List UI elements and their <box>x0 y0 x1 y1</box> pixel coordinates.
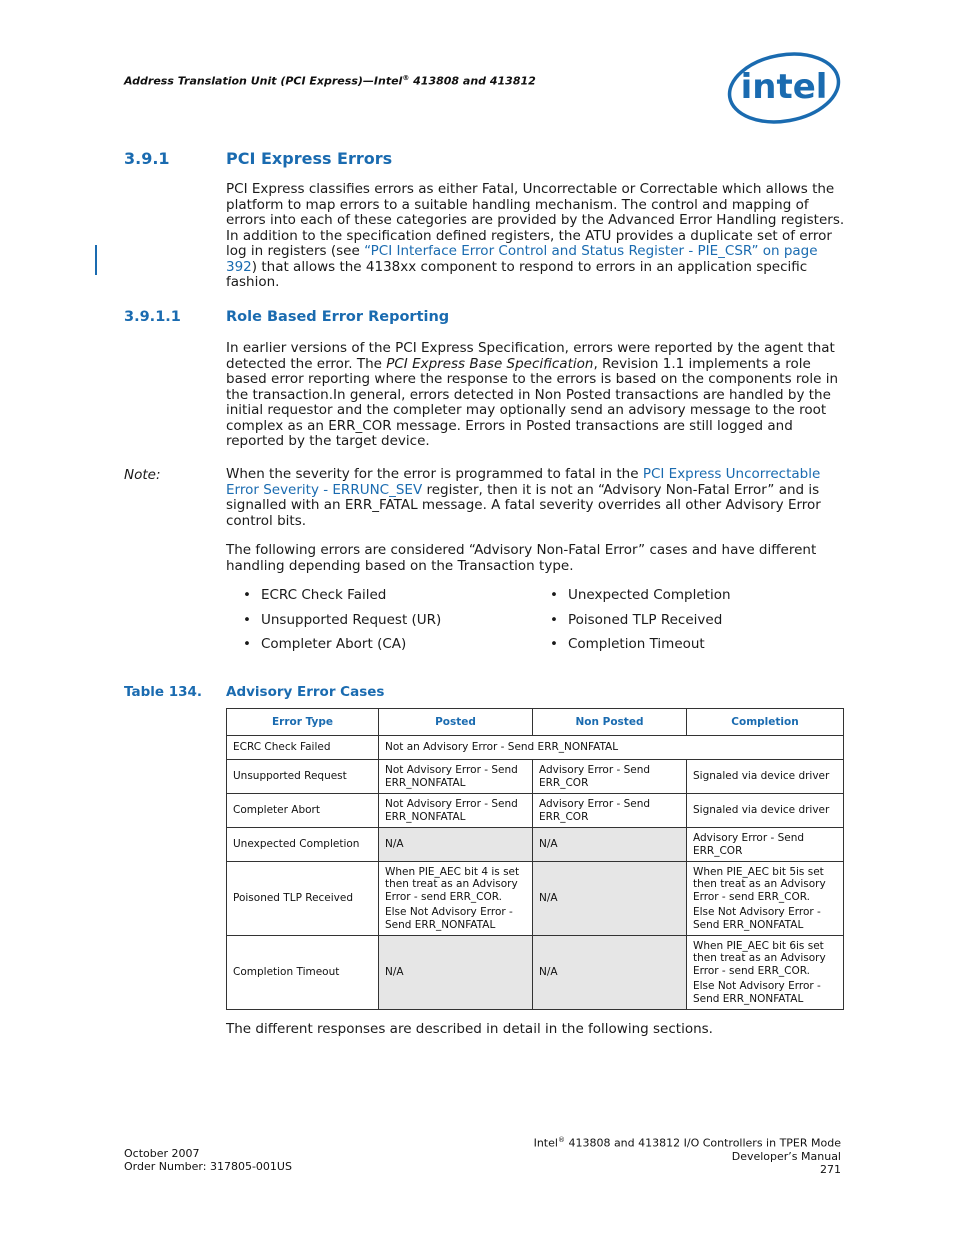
table-cell: N/A <box>533 862 687 936</box>
table-cell: Advisory Error - Send ERR_COR <box>533 794 687 828</box>
cell-line: Else Not Advisory Error - Send ERR_NONFATAL <box>693 980 821 1005</box>
cell-line: When PIE_AEC bit 4 is set then treat as an Advisory Error - send ERR_COR. <box>385 865 520 903</box>
footer-right <box>534 1134 841 1176</box>
list-item: • Completer Abort (CA) <box>243 632 441 657</box>
table-cell: ECRC Check Failed <box>227 736 379 760</box>
note-label: Note: <box>124 467 161 483</box>
list-item: • Unsupported Request (UR) <box>243 608 441 633</box>
table-cell: N/A <box>379 828 533 862</box>
table-cell: Signaled via device driver <box>687 794 844 828</box>
table-row <box>227 794 844 828</box>
paragraph-text: In earlier versions of the PCI Express Specification, errors were reported by the agent that detected the error. The <box>226 340 835 372</box>
table-cell <box>687 936 844 1010</box>
subsection-number: 3.9.1.1 <box>124 309 181 325</box>
table-cell <box>379 862 533 936</box>
subsection-paragraph <box>226 341 846 450</box>
subsection-title: Role Based Error Reporting <box>226 309 450 325</box>
svg-text:intel: intel <box>740 67 828 107</box>
table-number: Table 134. <box>124 684 203 700</box>
section-paragraph <box>226 182 846 291</box>
section-number: 3.9.1 <box>124 149 170 168</box>
table-cell: Not Advisory Error - Send ERR_NONFATAL <box>379 794 533 828</box>
running-header <box>124 74 536 88</box>
table-cell: Completer Abort <box>227 794 379 828</box>
footer-doc-title-text: 413808 and 413812 I/O Controllers in TPER Mode <box>564 1136 841 1150</box>
paragraph-text: PCI Express classifies errors as either Fatal, Uncorrectable or Correctable which allows the platform to map errors to a suitable handling mechanism. The control and mapping of errors into each of these categories are provided by the Advanced Error Handling registers. In addition to the specification defined registers, the ATU provides a duplicate set of error log in registers (see <box>226 181 845 259</box>
advisory-error-table <box>226 708 844 1010</box>
intel-logo <box>726 50 842 130</box>
table-header-row <box>227 709 844 736</box>
table-cell: Poisoned TLP Received <box>227 862 379 936</box>
footer-doc-type: Developer’s Manual <box>731 1149 841 1163</box>
footer-brand: Intel <box>533 1136 558 1150</box>
column-header: Completion <box>687 709 844 736</box>
list-item: • ECRC Check Failed <box>243 583 441 608</box>
table-cell: Advisory Error - Send ERR_COR <box>687 828 844 862</box>
note-text: When the severity for the error is programmed to fatal in the <box>226 466 643 482</box>
closing-paragraph: The different responses are described in detail in the following sections. <box>226 1021 713 1037</box>
table-cell: Not Advisory Error - Send ERR_NONFATAL <box>379 760 533 794</box>
list-item: • Poisoned TLP Received <box>550 608 731 633</box>
section-title: PCI Express Errors <box>226 149 393 168</box>
change-bar <box>95 245 97 275</box>
table-row <box>227 760 844 794</box>
table-cell: Unsupported Request <box>227 760 379 794</box>
registered-mark: ® <box>557 1136 565 1144</box>
running-header-text: Address Translation Unit (PCI Express)—Intel <box>124 74 403 88</box>
note-paragraph <box>226 467 846 529</box>
footer-doc-title <box>534 1134 841 1150</box>
errunc-sev-link[interactable]: PCI Express Uncorrectable Error Severity - ERRUNC_SEV <box>226 466 821 498</box>
table-cell: N/A <box>379 936 533 1010</box>
list-item: • Completion Timeout <box>550 632 731 657</box>
spec-title-italic: PCI Express Base Specification <box>386 355 594 372</box>
table-cell: Unexpected Completion <box>227 828 379 862</box>
table-row <box>227 828 844 862</box>
cell-line: When PIE_AEC bit 6is set then treat as an Advisory Error - send ERR_COR. <box>693 939 826 977</box>
cell-line: Else Not Advisory Error - Send ERR_NONFATAL <box>693 906 821 931</box>
page-number: 271 <box>820 1162 841 1176</box>
running-header-suffix: 413808 and 413812 <box>409 74 536 88</box>
bullet-list-left <box>243 583 441 657</box>
table-cell: Completion Timeout <box>227 936 379 1010</box>
paragraph-text: ) that allows the 4138xx component to respond to errors in an application specific fashion. <box>226 258 808 290</box>
paragraph-text: , Revision 1.1 implements a role based error reporting where the response to the errors is based on the components role in the transaction.In general, errors detected in Non Posted transactions are handled by the initial requestor and the completer may optionally send an advisory message to the root complex as an ERR_COR message. Errors in Posted transactions are still logged and reported by the target device. <box>226 355 839 449</box>
table-cell: Signaled via device driver <box>687 760 844 794</box>
footer-date: October 2007 <box>124 1147 200 1160</box>
list-item: • Unexpected Completion <box>550 583 731 608</box>
column-header: Error Type <box>227 709 379 736</box>
table-cell: N/A <box>533 936 687 1010</box>
note-text: register, then it is not an “Advisory Non-Fatal Error” and is signalled with an ERR_FATAL message. A fatal severity overrides all other Advisory Error control bits. <box>226 481 821 529</box>
cell-line: Else Not Advisory Error - Send ERR_NONFATAL <box>385 906 513 931</box>
bullet-list-right <box>550 583 731 657</box>
registered-mark: ® <box>402 74 410 82</box>
table-row <box>227 862 844 936</box>
footer-order-number: Order Number: 317805-001US <box>124 1160 292 1173</box>
cell-line: When PIE_AEC bit 5is set then treat as an Advisory Error - send ERR_COR. <box>693 865 826 903</box>
table-row <box>227 736 844 760</box>
column-header: Posted <box>379 709 533 736</box>
table-row <box>227 936 844 1010</box>
table-title: Advisory Error Cases <box>226 684 385 700</box>
table-cell: N/A <box>533 828 687 862</box>
intro-paragraph: The following errors are considered “Advisory Non-Fatal Error” cases and have different handling depending based on the Transaction type. <box>226 542 817 574</box>
table-cell <box>687 862 844 936</box>
table-cell: Advisory Error - Send ERR_COR <box>533 760 687 794</box>
footer-left <box>124 1147 292 1173</box>
pie-csr-link[interactable]: “PCI Interface Error Control and Status Register - PIE_CSR” on page 392 <box>226 243 818 275</box>
intel-logo-graphic <box>726 50 842 126</box>
column-header: Non Posted <box>533 709 687 736</box>
table-cell: Not an Advisory Error - Send ERR_NONFATAL <box>379 736 844 760</box>
